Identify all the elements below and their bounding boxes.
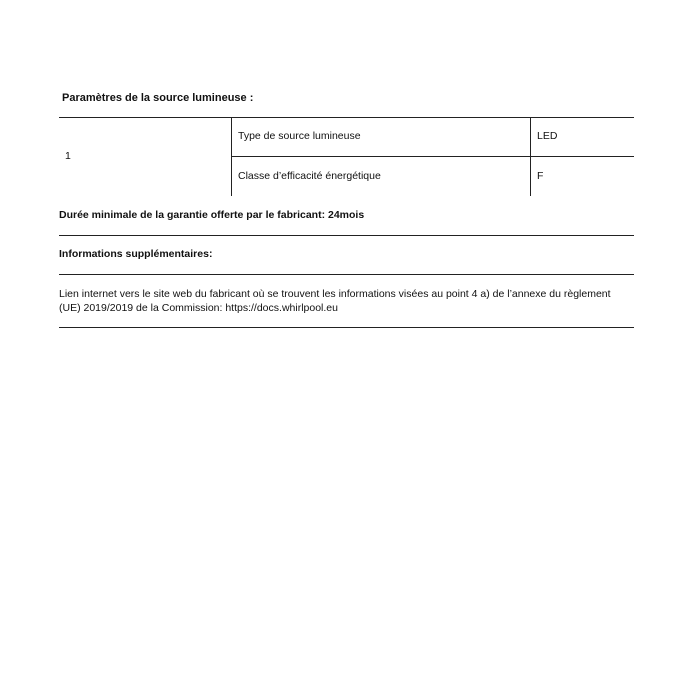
light-source-table: [59, 117, 634, 196]
bottom-divider: [59, 327, 634, 328]
table-value-column-divider: [530, 117, 531, 196]
table-row-divider: [231, 156, 634, 157]
divider-after-info-heading: [59, 274, 634, 275]
divider-after-warranty: [59, 235, 634, 236]
energy-class-value: F: [537, 170, 544, 182]
manufacturer-link-text: Lien internet vers le site web du fabricant où se trouvent les informations visées au point 4 a) de l’annexe du règlement (UE) 2019/2019 de la Commission: https://docs.whirlpool.eu: [59, 288, 611, 314]
warranty-text: Durée minimale de la garantie offerte par le fabricant: 24mois: [59, 209, 365, 221]
table-column-divider: [231, 117, 232, 196]
light-source-type-label: Type de source lumineuse: [238, 130, 361, 142]
table-row-number: 1: [65, 150, 71, 162]
light-source-heading: Paramètres de la source lumineuse :: [62, 92, 254, 104]
light-source-type-value: LED: [537, 130, 558, 142]
table-top-border: [59, 117, 634, 118]
additional-info-heading: Informations supplémentaires:: [59, 248, 213, 260]
energy-class-label: Classe d’efficacité énergétique: [238, 170, 381, 182]
